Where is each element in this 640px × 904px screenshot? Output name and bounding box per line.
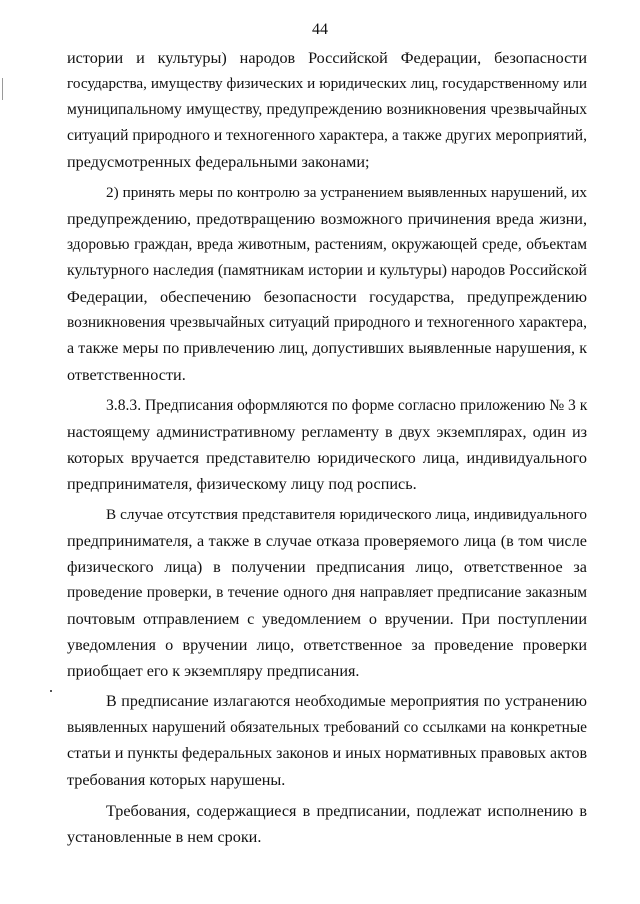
- text-line: выявленных нарушений обязательных требований со ссылками на конкретные: [67, 719, 587, 736]
- paragraph-requirements: [67, 798, 587, 850]
- document-body: [67, 45, 587, 850]
- text-line: настоящему административному регламенту в двух экземплярах, один из: [67, 423, 587, 441]
- text-line: Требования, содержащиеся в предписании, подлежат исполнению в: [106, 802, 587, 820]
- scan-edge-mark: [2, 78, 3, 100]
- text-line: проведение проверки, в течение одного дня направляет предписание заказным: [67, 584, 587, 601]
- text-line: предупреждению, предотвращению возможного причинения вреда жизни,: [67, 210, 587, 228]
- text-line: установленные в нем сроки.: [67, 828, 262, 846]
- text-line: уведомления о вручении лицо, ответственное за проведение проверки: [67, 636, 587, 654]
- text-line: которых вручается представителю юридического лица, индивидуального: [67, 449, 587, 467]
- text-line: муниципальному имуществу, предупреждению возникновения чрезвычайных: [67, 101, 587, 118]
- text-line: здоровью граждан, вреда животным, растениям, окружающей среде, объектам: [67, 236, 587, 253]
- text-line: В случае отсутствия представителя юридического лица, индивидуального: [106, 506, 587, 523]
- text-line: 2) принять меры по контролю за устранением выявленных нарушений, их: [106, 184, 587, 201]
- text-line: статьи и пункты федеральных законов и иных нормативных правовых актов: [67, 745, 587, 762]
- text-line: В предписание излагаются необходимые мероприятия по устранению: [106, 693, 587, 710]
- text-line: требования которых нарушены.: [67, 771, 286, 789]
- text-line: 3.8.3. Предписания оформляются по форме согласно приложению № 3 к: [106, 397, 588, 414]
- text-line: почтовым отправлением с уведомлением о вручении. При поступлении: [67, 610, 587, 628]
- text-line: а также меры по привлечению лиц, допустивших выявленные нарушения, к: [67, 340, 587, 357]
- text-line: возникновения чрезвычайных ситуаций природного и техногенного характера,: [67, 314, 587, 331]
- paragraph-continuation: [67, 45, 587, 175]
- text-line: ответственности.: [67, 366, 186, 384]
- paragraph-item-2: [67, 180, 587, 388]
- text-line: предпринимателя, а также в случае отказа проверяемого лица (в том числе: [67, 532, 587, 550]
- text-line: приобщает его к экземпляру предписания.: [67, 662, 360, 680]
- scan-dot-mark: [50, 690, 52, 692]
- text-line: истории и культуры) народов Российской Федерации, безопасности: [67, 49, 587, 67]
- paragraph-prescription-content: [67, 689, 587, 793]
- text-line: Федерации, обеспечению безопасности государства, предупреждению: [67, 288, 587, 306]
- text-line: ситуаций природного и техногенного характера, а также других мероприятий,: [67, 127, 587, 144]
- paragraph-section-3-8-3: [67, 393, 587, 497]
- paragraph-absence-case: [67, 502, 587, 684]
- text-line: культурного наследия (памятникам истории и культуры) народов Российской: [67, 262, 587, 279]
- text-line: государства, имуществу физических и юридических лиц, государственному или: [67, 75, 587, 92]
- text-line: предпринимателя, физическому лицу под роспись.: [67, 475, 417, 493]
- text-line: физического лица) в получении предписания лицо, ответственное за: [67, 558, 587, 576]
- text-line: предусмотренных федеральными законами;: [67, 153, 370, 171]
- page-number: 44: [312, 21, 328, 38]
